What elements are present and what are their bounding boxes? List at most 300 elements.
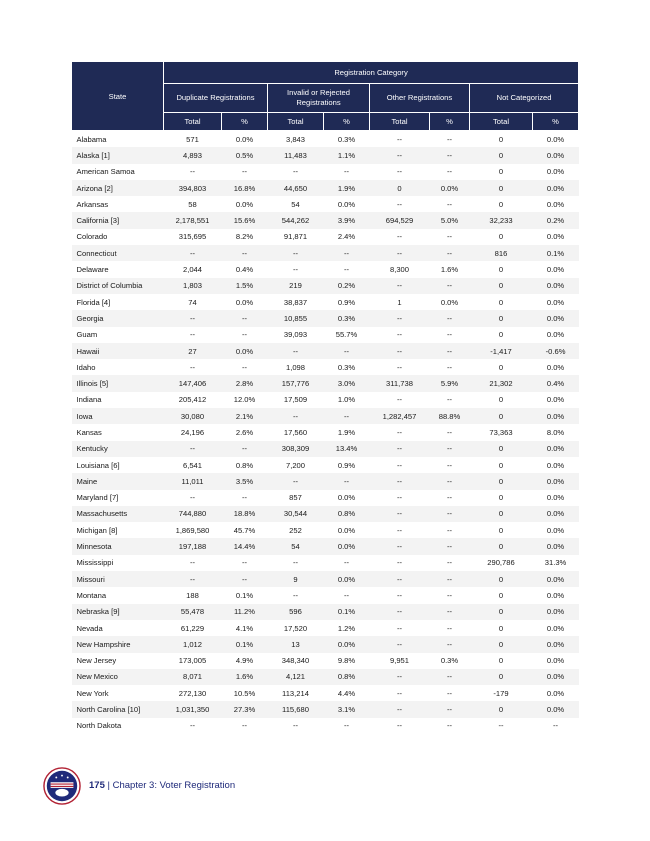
value-cell: 0 (498, 656, 504, 666)
value-cell: -- (498, 721, 504, 731)
value-cell: 0.0% (546, 623, 565, 633)
value-cell: -- (343, 590, 350, 600)
value-cell: -- (446, 525, 453, 535)
value-cell: 0.0% (546, 525, 565, 535)
table-row (72, 701, 579, 717)
value-cell: 0.0% (546, 265, 565, 275)
state-cell: North Carolina [10] (72, 701, 164, 717)
state-cell: New Mexico (72, 669, 164, 685)
value-cell: -- (189, 330, 196, 340)
value-cell: 15.6% (222, 212, 268, 228)
value-cell: 0.0% (546, 590, 565, 600)
state-cell: New York (76, 688, 109, 698)
value-cell: 0.0% (533, 310, 579, 326)
value-cell: -- (189, 721, 196, 731)
state-cell: New Hampshire (72, 636, 164, 652)
value-cell: 0.1% (324, 604, 370, 620)
value-cell: 55,478 (164, 604, 222, 620)
state-cell: Illinois [5] (72, 375, 164, 391)
table-row (72, 636, 579, 652)
registration-table (71, 61, 579, 734)
value-cell: 3.5% (222, 473, 268, 489)
value-cell: 0.0% (546, 232, 565, 242)
value-cell: 0.0% (546, 395, 565, 405)
value-cell: 1.5% (222, 278, 268, 294)
value-cell: -- (268, 408, 324, 424)
value-cell: 13.4% (324, 441, 370, 457)
value-cell: 0 (498, 199, 504, 209)
value-cell: 0.0% (533, 571, 579, 587)
state-cell: Idaho (76, 362, 96, 372)
value-cell: 311,738 (370, 375, 430, 391)
value-cell: 54 (291, 199, 300, 209)
value-cell: -- (268, 245, 324, 261)
value-cell: -- (430, 506, 470, 522)
value-cell: 0 (498, 167, 504, 177)
value-cell: -- (189, 493, 196, 503)
value-cell: 1,282,457 (370, 408, 430, 424)
value-cell: 3.9% (324, 212, 370, 228)
value-cell: 4.1% (235, 623, 254, 633)
value-cell: -- (370, 147, 430, 163)
value-cell: -- (446, 590, 453, 600)
value-cell: 10,855 (268, 310, 324, 326)
value-cell: 315,695 (178, 232, 207, 242)
value-cell: 1.9% (324, 180, 370, 196)
value-cell: 17,509 (283, 395, 308, 405)
value-cell: -- (370, 441, 430, 457)
value-cell: 38,837 (283, 297, 308, 307)
value-cell: -- (396, 590, 403, 600)
total-subheader: Total (470, 113, 533, 131)
value-cell: -0.6% (533, 343, 579, 359)
state-cell: Connecticut (72, 245, 164, 261)
value-cell: 0.8% (324, 506, 370, 522)
value-cell: 17,560 (283, 427, 308, 437)
table-row (72, 196, 579, 212)
value-cell: -- (396, 460, 403, 470)
value-cell: -- (241, 493, 248, 503)
value-cell: 0.0% (533, 636, 579, 652)
percent-subheader: % (324, 113, 370, 131)
value-cell: 74 (188, 297, 197, 307)
value-cell: 13 (268, 636, 324, 652)
value-cell: -- (446, 134, 453, 144)
value-cell: 9,951 (389, 656, 409, 666)
value-cell: -- (396, 525, 403, 535)
value-cell: 0 (470, 473, 533, 489)
table-row (72, 392, 579, 408)
table-row (72, 571, 579, 587)
value-cell: 5.0% (430, 212, 470, 228)
table-row (72, 131, 579, 148)
value-cell: 54 (268, 538, 324, 554)
state-cell: Guam (76, 330, 98, 340)
table-row (72, 457, 579, 473)
value-cell: -- (446, 460, 453, 470)
value-cell: -- (396, 330, 403, 340)
value-cell: -- (430, 538, 470, 554)
state-cell: Arizona [2] (72, 180, 164, 196)
eac-seal-icon (43, 767, 81, 805)
value-cell: -- (446, 167, 453, 177)
value-cell: 0.0% (337, 493, 356, 503)
table-row (72, 685, 579, 701)
value-cell: 0 (470, 604, 533, 620)
value-cell: 0 (370, 180, 430, 196)
value-cell: -- (370, 571, 430, 587)
table-row (72, 522, 579, 538)
state-cell: Minnesota (72, 538, 164, 554)
table-row (72, 653, 579, 669)
value-cell: 32,233 (470, 212, 533, 228)
value-cell: 0.9% (337, 297, 356, 307)
state-cell: Arkansas (76, 199, 109, 209)
table-row (72, 310, 579, 326)
value-cell: -- (396, 623, 403, 633)
value-cell: 11.2% (222, 604, 268, 620)
state-cell: New Jersey (76, 656, 117, 666)
table-row (72, 587, 579, 603)
value-cell: -- (370, 604, 430, 620)
value-cell: 290,786 (487, 558, 515, 568)
value-cell: 0.0% (324, 571, 370, 587)
value-cell: 2,178,551 (164, 212, 222, 228)
value-cell: 9 (268, 571, 324, 587)
value-cell: 1,869,580 (175, 525, 210, 535)
value-cell: 0.0% (533, 408, 579, 424)
value-cell: 0 (498, 134, 504, 144)
value-cell: -- (343, 265, 350, 275)
group-header: Duplicate Registrations (164, 84, 268, 113)
value-cell: 0 (470, 441, 533, 457)
value-cell: 0 (470, 636, 533, 652)
value-cell: 0 (498, 232, 504, 242)
table-row (72, 718, 579, 734)
value-cell: 0.0% (235, 297, 254, 307)
value-cell: 8,300 (389, 265, 409, 275)
value-cell: -- (446, 688, 453, 698)
table-row (72, 620, 579, 636)
value-cell: -- (396, 427, 403, 437)
state-cell: District of Columbia (72, 278, 164, 294)
value-cell: 0.0% (324, 636, 370, 652)
value-cell: 0.2% (533, 212, 579, 228)
value-cell: -- (241, 558, 248, 568)
value-cell: 0.0% (533, 538, 579, 554)
value-cell: -- (430, 343, 470, 359)
value-cell: 0 (498, 330, 504, 340)
value-cell: 0 (470, 571, 533, 587)
value-cell: -- (446, 330, 453, 340)
value-cell: 4.4% (337, 688, 356, 698)
value-cell: 0.0% (546, 297, 565, 307)
value-cell: -- (446, 395, 453, 405)
table-row (72, 441, 579, 457)
value-cell: -- (430, 636, 470, 652)
table-row (72, 473, 579, 489)
value-cell: 2.1% (222, 408, 268, 424)
value-cell: 113,214 (282, 688, 309, 698)
value-cell: -- (268, 343, 324, 359)
state-cell: American Samoa (76, 167, 135, 177)
value-cell: 0 (498, 265, 504, 275)
value-cell: 197,188 (164, 538, 222, 554)
table-row (72, 538, 579, 554)
table-row (72, 604, 579, 620)
value-cell: -- (241, 330, 248, 340)
value-cell: 0.0% (533, 278, 579, 294)
value-cell: 1,031,350 (164, 701, 222, 717)
table-row (72, 408, 579, 424)
value-cell: 2.6% (235, 427, 254, 437)
registration-table-container (71, 61, 578, 734)
value-cell: 0 (498, 460, 504, 470)
value-cell: 1,098 (285, 362, 305, 372)
value-cell: 1.9% (337, 427, 356, 437)
registration-category-header: Registration Category (164, 62, 579, 84)
value-cell: 0.8% (235, 460, 254, 470)
value-cell: 0.0% (222, 343, 268, 359)
value-cell: -- (430, 278, 470, 294)
state-header: State (72, 62, 164, 131)
value-cell: 0.3% (440, 656, 459, 666)
table-row (72, 343, 579, 359)
value-cell: 252 (289, 525, 302, 535)
value-cell: -- (430, 669, 470, 685)
value-cell: -- (292, 590, 299, 600)
value-cell: -- (396, 362, 403, 372)
value-cell: 0.0% (546, 493, 565, 503)
percent-subheader: % (430, 113, 470, 131)
state-cell: Louisiana [6] (76, 460, 120, 470)
value-cell: 1.0% (337, 395, 356, 405)
value-cell: 188 (186, 590, 199, 600)
value-cell: 0.1% (533, 245, 579, 261)
state-cell: Missouri (72, 571, 164, 587)
value-cell: 39,093 (283, 330, 308, 340)
value-cell: -- (446, 362, 453, 372)
value-cell: 744,880 (164, 506, 222, 522)
value-cell: 5.9% (430, 375, 470, 391)
value-cell: 157,776 (268, 375, 324, 391)
value-cell: 14.4% (222, 538, 268, 554)
value-cell: 308,309 (268, 441, 324, 457)
value-cell: 0 (498, 525, 504, 535)
percent-subheader: % (222, 113, 268, 131)
value-cell: 3,843 (285, 134, 305, 144)
value-cell: 45.7% (233, 525, 256, 535)
value-cell: 0 (498, 623, 504, 633)
table-row (72, 490, 579, 506)
state-cell: Alabama (76, 134, 107, 144)
state-cell: Alaska [1] (72, 147, 164, 163)
footer-separator: | (104, 780, 113, 791)
value-cell: 0 (470, 506, 533, 522)
value-cell: -- (370, 538, 430, 554)
value-cell: -- (396, 395, 403, 405)
value-cell: -- (222, 310, 268, 326)
value-cell: 0.0% (546, 460, 565, 470)
value-cell: 0.9% (337, 460, 356, 470)
value-cell: -- (430, 604, 470, 620)
value-cell: 0.4% (533, 375, 579, 391)
table-body (72, 131, 579, 734)
value-cell: -- (370, 506, 430, 522)
value-cell: -- (396, 558, 403, 568)
value-cell: 857 (289, 493, 302, 503)
value-cell: -1,417 (470, 343, 533, 359)
value-cell: -- (396, 199, 403, 209)
value-cell: -179 (493, 688, 509, 698)
value-cell: 0 (470, 310, 533, 326)
chapter-title: Chapter 3: Voter Registration (112, 780, 236, 791)
table-row (72, 245, 579, 261)
value-cell: -- (370, 473, 430, 489)
state-cell: Iowa (72, 408, 164, 424)
value-cell: 58 (188, 199, 197, 209)
value-cell: 61,229 (180, 623, 205, 633)
value-cell: -- (370, 278, 430, 294)
table-row (72, 229, 579, 245)
value-cell: 30,544 (268, 506, 324, 522)
value-cell: 1 (397, 297, 402, 307)
state-cell: Massachusetts (72, 506, 164, 522)
value-cell: -- (189, 167, 196, 177)
value-cell: -- (396, 167, 403, 177)
value-cell: 0 (498, 395, 504, 405)
value-cell: 1,012 (164, 636, 222, 652)
value-cell: 173,005 (178, 656, 207, 666)
group-header: Not Categorized (470, 84, 579, 113)
value-cell: -- (430, 310, 470, 326)
value-cell: 147,406 (164, 375, 222, 391)
state-cell: Nevada (76, 623, 103, 633)
value-cell: 6,541 (182, 460, 202, 470)
table-row (72, 669, 579, 685)
value-cell: 272,130 (178, 688, 207, 698)
value-cell: 1.2% (337, 623, 356, 633)
value-cell: 0.0% (546, 362, 565, 372)
value-cell: -- (324, 473, 370, 489)
value-cell: -- (370, 669, 430, 685)
value-cell: -- (370, 701, 430, 717)
value-cell: -- (370, 343, 430, 359)
value-cell: 1.6% (222, 669, 268, 685)
value-cell: -- (396, 134, 403, 144)
value-cell: 0.0% (533, 441, 579, 457)
value-cell: 0.0% (324, 538, 370, 554)
value-cell: -- (430, 245, 470, 261)
value-cell: -- (292, 167, 299, 177)
value-cell: 88.8% (430, 408, 470, 424)
value-cell: 8,071 (164, 669, 222, 685)
value-cell: -- (343, 167, 350, 177)
value-cell: 0.0% (533, 701, 579, 717)
state-cell: Maine (72, 473, 164, 489)
value-cell: -- (324, 245, 370, 261)
value-cell: 0 (470, 147, 533, 163)
value-cell: -- (164, 441, 222, 457)
value-cell: 24,196 (180, 427, 205, 437)
value-cell: 0.0% (546, 134, 565, 144)
table-row (72, 359, 579, 375)
value-cell: 0.0% (546, 656, 565, 666)
value-cell: 544,262 (268, 212, 324, 228)
value-cell: 0 (470, 669, 533, 685)
value-cell: -- (553, 721, 559, 731)
value-cell: -- (164, 310, 222, 326)
value-cell: -- (396, 493, 403, 503)
value-cell: 0 (498, 297, 504, 307)
value-cell: 31.3% (544, 558, 567, 568)
value-cell: -- (241, 167, 248, 177)
value-cell: 0.3% (337, 362, 356, 372)
value-cell: -- (430, 147, 470, 163)
value-cell: 0.0% (440, 297, 459, 307)
value-cell: 0.0% (337, 525, 356, 535)
value-cell: -- (189, 362, 196, 372)
value-cell: 571 (186, 134, 199, 144)
value-cell: -- (446, 232, 453, 242)
value-cell: 0.0% (235, 199, 254, 209)
value-cell: -- (292, 721, 299, 731)
value-cell: -- (343, 558, 350, 568)
value-cell: 0.1% (222, 636, 268, 652)
value-cell: 0.3% (324, 310, 370, 326)
value-cell: 55.7% (335, 330, 358, 340)
value-cell: -- (324, 408, 370, 424)
group-header: Other Registrations (370, 84, 470, 113)
table-row (72, 147, 579, 163)
value-cell: -- (292, 558, 299, 568)
value-cell: -- (222, 245, 268, 261)
value-cell: 0.0% (533, 506, 579, 522)
footer-text (89, 780, 235, 791)
value-cell: 816 (470, 245, 533, 261)
value-cell: -- (222, 441, 268, 457)
value-cell: 0.0% (546, 199, 565, 209)
value-cell: -- (396, 721, 403, 731)
value-cell: 0.0% (546, 330, 565, 340)
table-row (72, 327, 579, 343)
group-header: Invalid or Rejected Registrations (268, 84, 370, 113)
value-cell: -- (430, 571, 470, 587)
value-cell: 9.8% (337, 656, 356, 666)
value-cell: 0 (470, 408, 533, 424)
value-cell: 18.8% (222, 506, 268, 522)
value-cell: 219 (268, 278, 324, 294)
value-cell: 0.8% (324, 669, 370, 685)
value-cell: 694,529 (370, 212, 430, 228)
table-row (72, 278, 579, 294)
value-cell: -- (396, 688, 403, 698)
value-cell: -- (446, 199, 453, 209)
value-cell: 0 (470, 278, 533, 294)
value-cell: 27 (164, 343, 222, 359)
state-cell: Kansas (76, 427, 102, 437)
state-cell: Colorado (76, 232, 108, 242)
value-cell: -- (430, 701, 470, 717)
value-cell: 0.0% (533, 604, 579, 620)
value-cell: 3.1% (324, 701, 370, 717)
value-cell: 16.8% (222, 180, 268, 196)
value-cell: 0.0% (235, 134, 254, 144)
value-cell: 115,680 (268, 701, 324, 717)
value-cell: 17,520 (283, 623, 308, 633)
value-cell: 0.5% (222, 147, 268, 163)
value-cell: 596 (268, 604, 324, 620)
